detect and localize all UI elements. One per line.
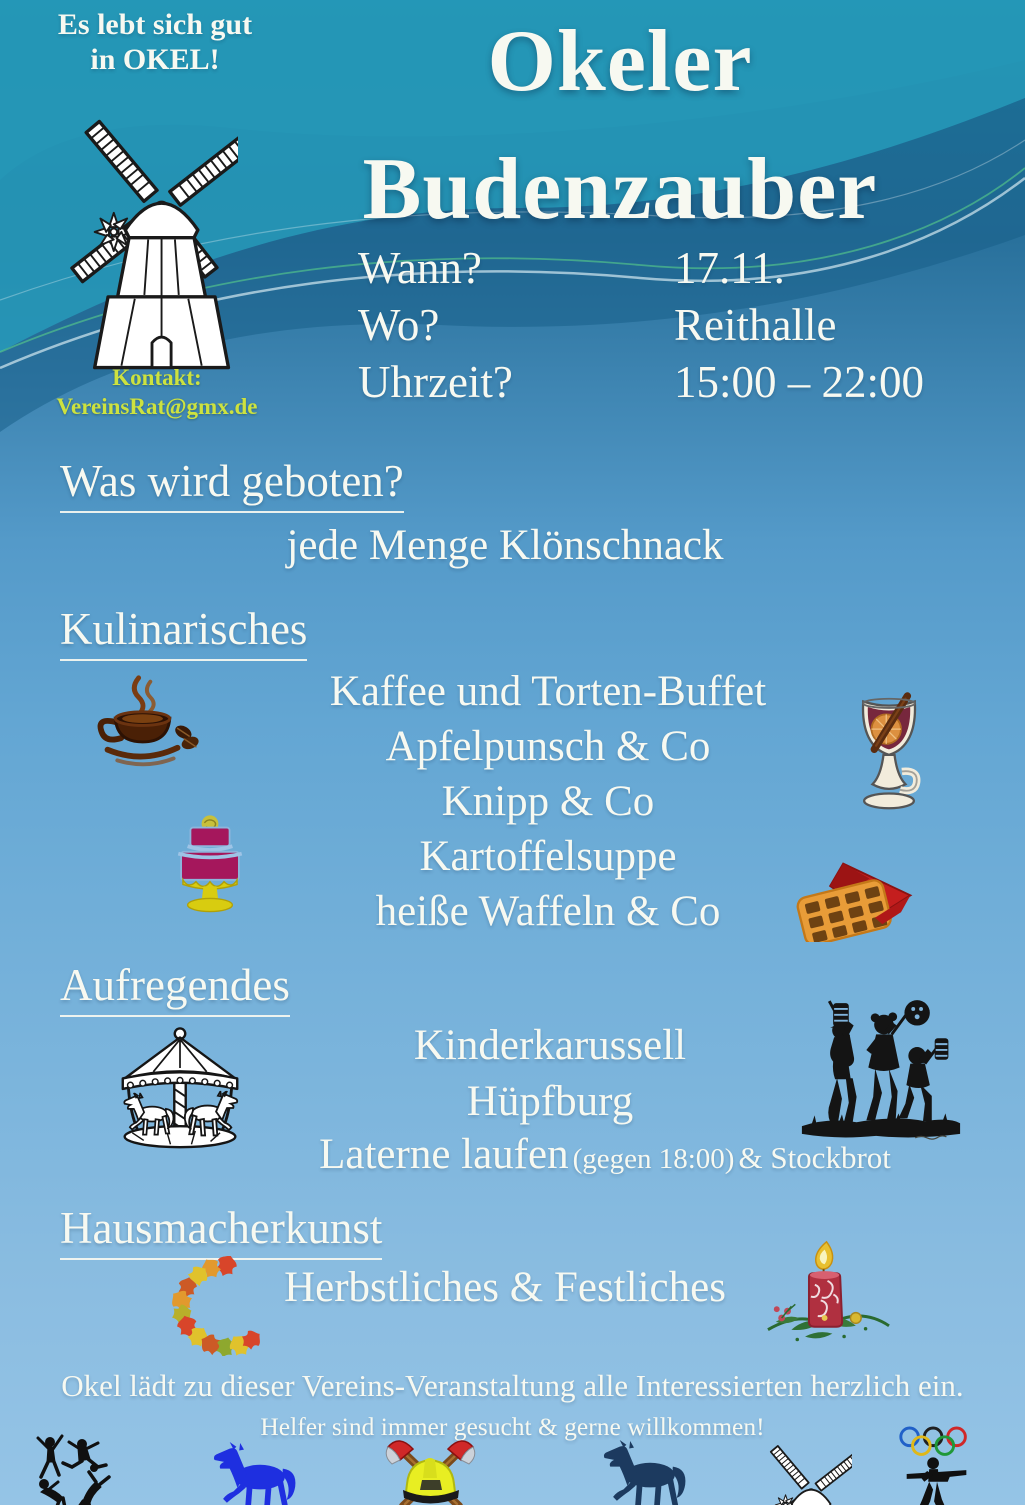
list-item: Kaffee und Torten-Buffet <box>329 668 767 715</box>
detail-label-wann: Wann? <box>358 243 482 293</box>
coffee-cup-icon <box>88 672 200 774</box>
dark-horse-icon <box>595 1440 690 1505</box>
tagline <box>40 8 270 78</box>
laterne-main: Laterne laufen <box>319 1131 569 1178</box>
title-line1: Okeler <box>487 13 753 110</box>
candle-icon <box>762 1236 894 1358</box>
cake-icon <box>168 810 252 916</box>
tagline-line1: Es lebt sich gut <box>57 8 253 41</box>
offer-item: jede Menge Klönschnack <box>286 522 724 569</box>
list-item: Kinderkarussell <box>413 1022 687 1069</box>
gymnasts-icon <box>28 1432 128 1505</box>
laterne-note: (gegen 18:00) <box>572 1143 735 1175</box>
windmill-icon <box>66 84 238 376</box>
kulinarisches-list <box>248 664 848 939</box>
windmill-small-icon <box>760 1426 852 1505</box>
hausmacherkunst-item: Herbstliches & Festliches <box>284 1264 726 1311</box>
list-item: Knipp & Co <box>441 778 655 825</box>
olympic-shooter-icon <box>893 1424 981 1505</box>
title-line2: Budenzauber <box>362 141 878 238</box>
contact-email[interactable]: VereinsRat@gmx.de <box>56 394 258 420</box>
detail-value-date: 17.11. <box>674 243 785 293</box>
fire-brigade-icon <box>383 1432 478 1505</box>
section-kulinarisches-heading: Kulinarisches <box>60 606 307 661</box>
list-item: Apfelpunsch & Co <box>385 723 711 770</box>
contact-block <box>26 363 288 422</box>
section-offer-heading: Was wird geboten? <box>60 458 404 513</box>
section-hausmacherkunst-heading: Hausmacherkunst <box>60 1205 382 1260</box>
laterne-suffix: & Stockbrot <box>738 1140 891 1175</box>
detail-label-wo: Wo? <box>358 300 440 350</box>
footer-invite: Okel lädt zu dieser Vereins-Veranstaltung alle Interessierten herzlich ein. <box>61 1368 964 1403</box>
detail-value-time: 15:00 – 22:00 <box>674 357 925 407</box>
list-item: Kartoffelsuppe <box>419 833 677 880</box>
contact-label: Kontakt: <box>112 365 202 390</box>
punch-glass-icon <box>843 692 935 826</box>
list-item: Hüpfburg <box>466 1078 634 1125</box>
waffle-icon <box>792 858 928 942</box>
detail-value-place: Reithalle <box>674 300 837 350</box>
lantern-children-icon <box>798 993 964 1145</box>
footer-helpers: Helfer sind immer gesucht & gerne willkommen! <box>260 1412 765 1441</box>
aufregendes-list <box>250 1018 850 1130</box>
detail-label-uhrzeit: Uhrzeit? <box>358 357 513 407</box>
section-aufregendes-heading: Aufregendes <box>60 962 290 1017</box>
tagline-line2: in OKEL! <box>90 42 220 76</box>
list-item: heiße Waffeln & Co <box>375 888 721 935</box>
blue-horse-icon <box>205 1442 300 1505</box>
event-details <box>358 240 924 411</box>
